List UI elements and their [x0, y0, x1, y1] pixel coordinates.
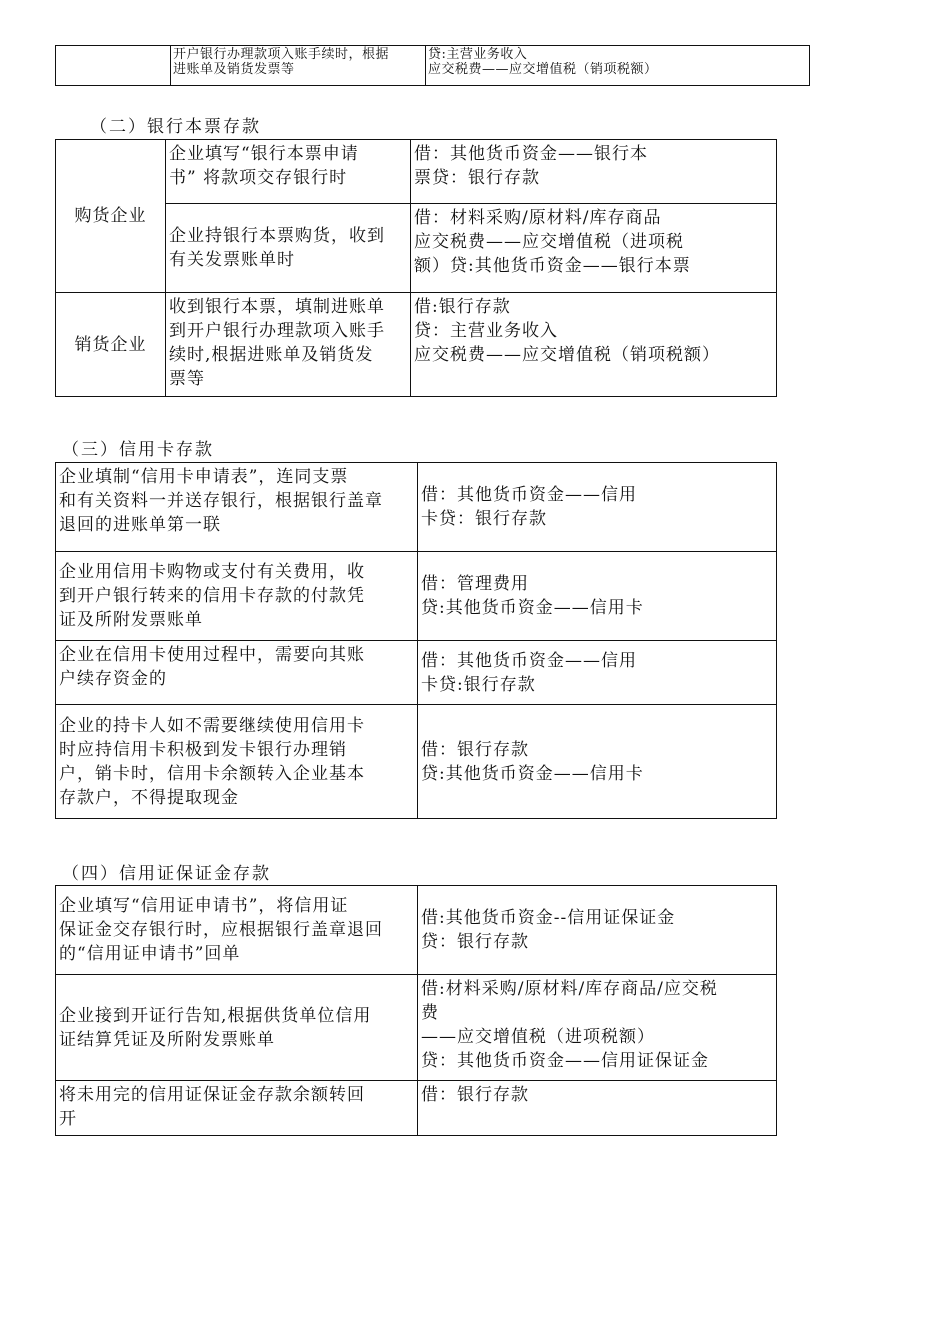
table-row	[56, 705, 777, 819]
table-row	[56, 886, 777, 975]
table-cell-entry: 借：材料采购/原材料/库存商品 应交税费——应交增值税（进项税 额）贷:其他货币资金——银行本票	[411, 204, 777, 293]
table-row	[56, 140, 777, 204]
section-heading-letter-of-credit: （四）信用证保证金存款	[62, 864, 271, 884]
table-cell-description: 企业用信用卡购物或支付有关费用，收 到开户银行转来的信用卡存款的付款凭 证及所附发票账单	[56, 552, 418, 641]
table-cell-entry: 贷:主营业务收入 应交税费——应交增值税（销项税额）	[426, 46, 810, 86]
table-cell-entry: 借:材料采购/原材料/库存商品/应交税 费 ——应交增值税（进项税额） 贷：其他货币资金——信用证保证金	[418, 975, 777, 1081]
table-cell-entry: 借：管理费用 贷:其他货币资金——信用卡	[418, 552, 777, 641]
table-cell-description: 企业填写“银行本票申请 书” 将款项交存银行时	[166, 140, 411, 204]
section-heading-bank-draft: （二）银行本票存款	[90, 117, 261, 137]
table-cell-entry: 借：其他货币资金——信用 卡贷：银行存款	[418, 463, 777, 552]
top-partial-table	[55, 45, 810, 86]
table-cell-description: 开户银行办理款项入账手续时，根据 进账单及销货发票等	[171, 46, 426, 86]
table-cell-description: 企业接到开证行告知,根据供货单位信用 证结算凭证及所附发票账单	[56, 975, 418, 1081]
table-cell-description: 企业填制“信用卡申请表”，连同支票 和有关资料一并送存银行，根据银行盖章 退回的进账单第一联	[56, 463, 418, 552]
section-heading-credit-card: （三）信用卡存款	[62, 440, 214, 460]
table-cell-entry: 借：银行存款	[418, 1081, 777, 1136]
table-cell-entry: 借：其他货币资金——信用 卡贷:银行存款	[418, 641, 777, 705]
buyer-label: 购货企业	[56, 140, 166, 293]
table-row	[56, 463, 777, 552]
table-row	[56, 293, 777, 397]
table-row	[56, 975, 777, 1081]
table-row	[56, 641, 777, 705]
seller-label: 销货企业	[56, 293, 166, 397]
table-cell-description: 企业的持卡人如不需要继续使用信用卡 时应持信用卡积极到发卡银行办理销 户，销卡时，信用卡余额转入企业基本 存款户，不得提取现金	[56, 705, 418, 819]
letter-of-credit-table	[55, 885, 777, 1136]
table-cell-entry: 借:其他货币资金--信用证保证金 贷：银行存款	[418, 886, 777, 975]
table-row	[56, 46, 810, 86]
table-cell-description: 企业持银行本票购货，收到 有关发票账单时	[166, 204, 411, 293]
table-cell-entry: 借：银行存款 贷:其他货币资金——信用卡	[418, 705, 777, 819]
table-cell-description: 收到银行本票，填制进账单 到开户银行办理款项入账手 续时,根据进账单及销货发 票等	[166, 293, 411, 397]
table-cell-entry: 借:银行存款 贷：主营业务收入 应交税费——应交增值税（销项税额）	[411, 293, 777, 397]
bank-draft-table	[55, 139, 777, 397]
table-row	[56, 552, 777, 641]
table-cell-description: 将未用完的信用证保证金存款余额转回 开	[56, 1081, 418, 1136]
credit-card-table	[55, 462, 777, 819]
table-row	[56, 1081, 777, 1136]
table-cell-entry: 借：其他货币资金——银行本 票贷：银行存款	[411, 140, 777, 204]
table-cell-description: 企业填写“信用证申请书”，将信用证 保证金交存银行时，应根据银行盖章退回 的“信用证申请书”回单	[56, 886, 418, 975]
table-cell	[56, 46, 171, 86]
table-cell-description: 企业在信用卡使用过程中，需要向其账 户续存资金的	[56, 641, 418, 705]
